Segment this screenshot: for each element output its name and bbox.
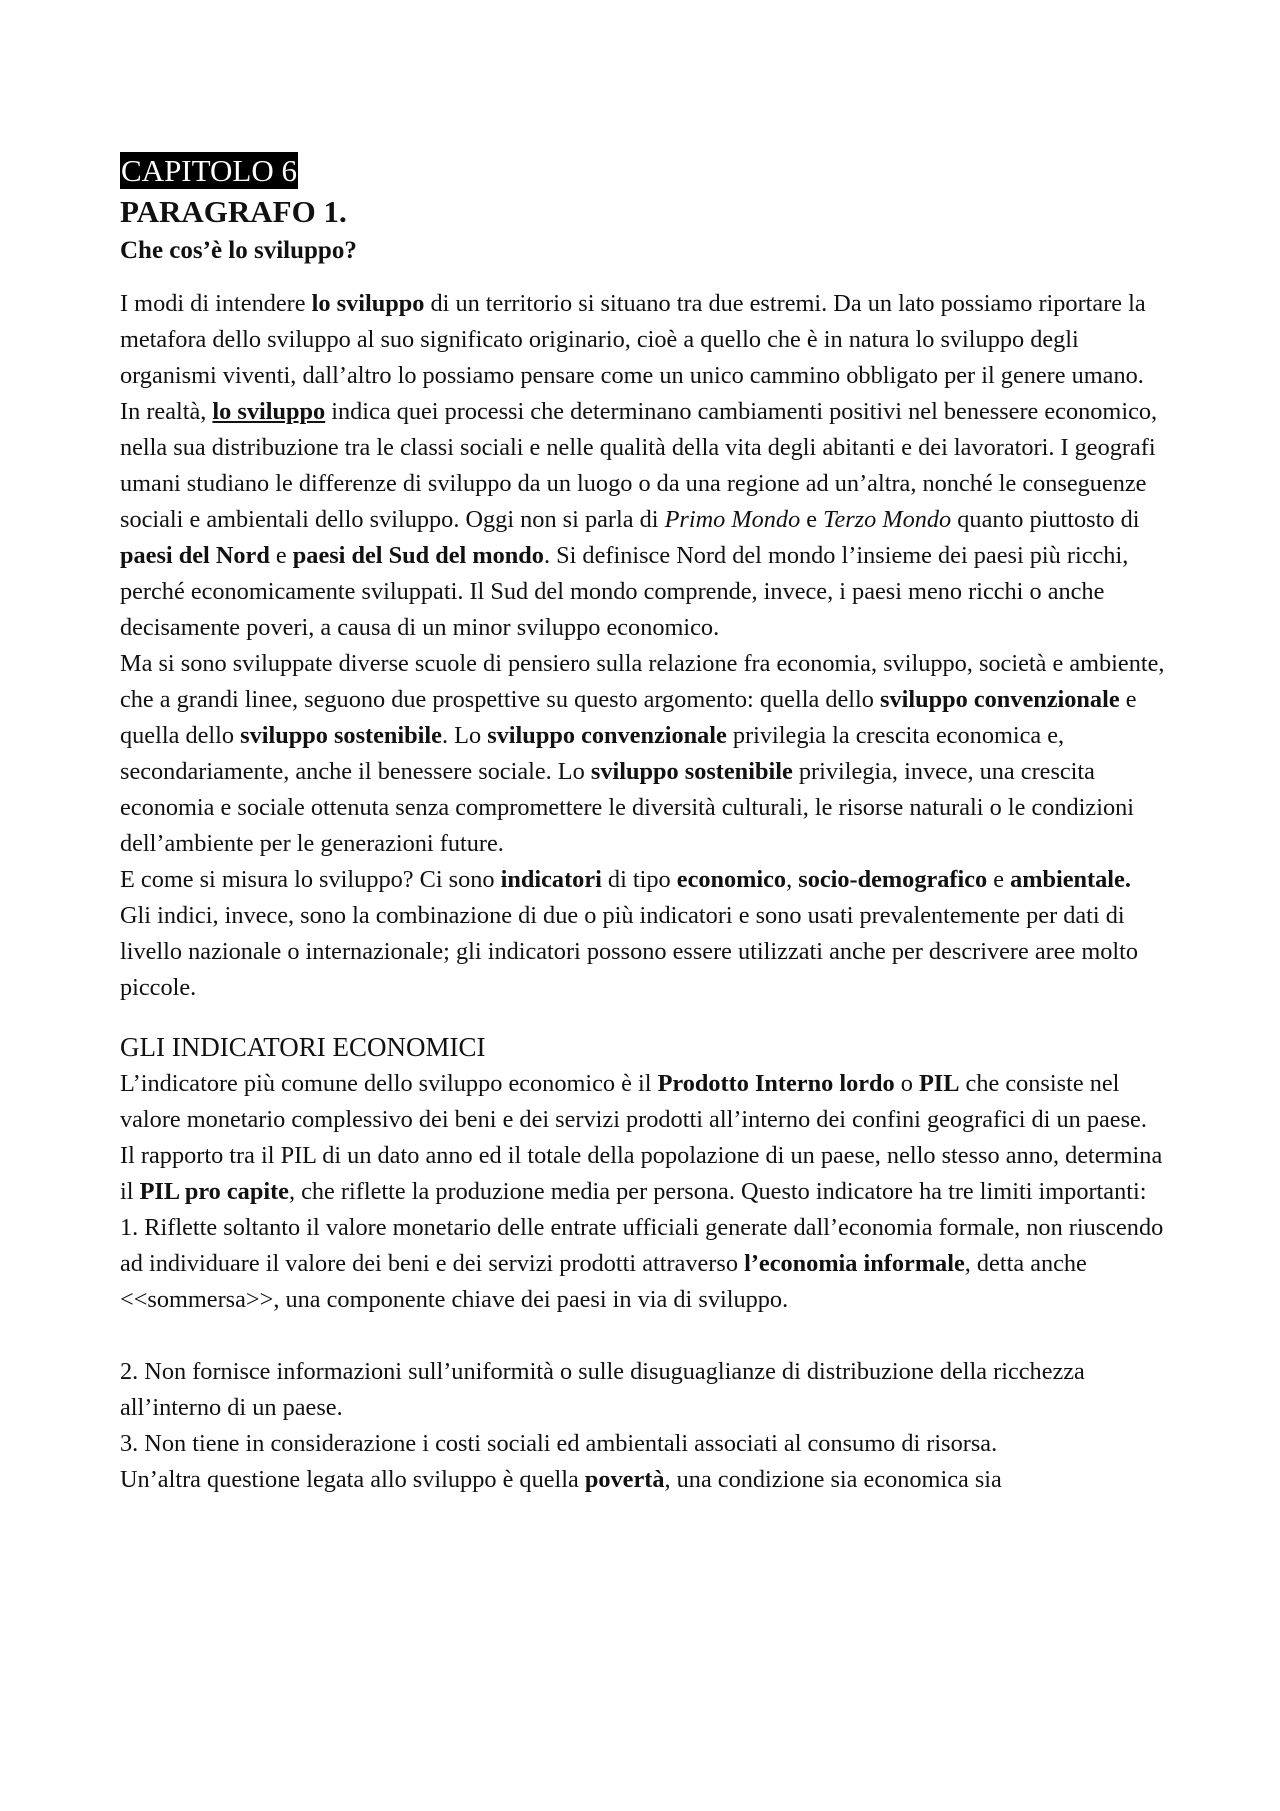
chapter-label: CAPITOLO 6 [121, 153, 297, 188]
intro-paragraph-1: I modi di intendere lo sviluppo di un territorio si situano tra due estremi. Da un lato possiamo riportare la metafora dello sviluppo al suo significato originario, cioè a quello che è in natura lo sviluppo degli organismi viventi, dall’altro lo possiamo pensare come un unico cammino obbligato per il genere umano. In realtà, lo sviluppo indica quei processi che determinano cambiamenti positivi nel benessere economico, nella sua distribuzione tra le classi sociali e nelle qualità della vita degli abitanti e dei lavoratori. I geografi umani studiano le differenze di sviluppo da un luogo o da una regione ad un’altra, nonché le conseguenze sociali e ambientali dello sviluppo. Oggi non si parla di Primo Mondo e Terzo Mondo quanto piuttosto di paesi del Nord e paesi del Sud del mondo. Si definisce Nord del mondo l’insieme dei paesi più ricchi, perché economicamente sviluppati. Il Sud del mondo comprende, invece, i paesi meno ricchi o anche decisamente poveri, a causa di un minor sviluppo economico. [120, 290, 1158, 641]
intro-paragraph-2: Ma si sono sviluppate diverse scuole di pensiero sulla relazione fra economia, sviluppo, società e ambiente, che a grandi linee, seguono due prospettive su questo argomento: quella dello sviluppo convenzionale e quella dello sviluppo sostenibile. Lo sviluppo convenzionale privilegia la crescita economica e, secondariamente, anche il benessere sociale. Lo sviluppo sostenibile privilegia, invece, una crescita economia e sociale ottenuta senza compromettere le diversità culturali, le risorse naturali o le condizioni dell’ambiente per le generazioni future. [120, 650, 1165, 857]
blank-line [120, 1318, 1165, 1354]
limit-item-3: 3. Non tiene in considerazione i costi sociali ed ambientali associati al consumo di risorsa. [120, 1430, 998, 1457]
document-page [120, 152, 1165, 1498]
intro-paragraph-4: Gli indici, invece, sono la combinazione di due o più indicatori e sono usati prevalentemente per dati di livello nazionale o internazionale; gli indicatori possono essere utilizzati anche per descrivere aree molto piccole. [120, 902, 1139, 1001]
economic-indicators-heading: GLI INDICATORI ECONOMICI [120, 1032, 486, 1062]
limit-item-2: 2. Non fornisce informazioni sull’uniformità o sulle disuguaglianze di distribuzione della ricchezza all’interno di un paese. [120, 1358, 1085, 1421]
economic-paragraph-2: Un’altra questione legata allo sviluppo è quella povertà, una condizione sia economica sia [120, 1466, 1002, 1493]
section-question: Che cos’è lo sviluppo? [120, 237, 357, 264]
economic-paragraph-1: L’indicatore più comune dello sviluppo economico è il Prodotto Interno lordo o PIL che consiste nel valore monetario complessivo dei beni e dei servizi prodotti all’interno dei confini geografici di un paese. Il rapporto tra il PIL di un dato anno ed il totale della popolazione di un paese, nello stesso anno, determina il PIL pro capite, che riflette la produzione media per persona. Questo indicatore ha tre limiti importanti: [120, 1070, 1163, 1205]
chapter-heading [120, 152, 1165, 192]
intro-paragraph-3: E come si misura lo sviluppo? Ci sono indicatori di tipo economico, socio-demografico e ambientale. [120, 866, 1131, 893]
limit-item-1: 1. Riflette soltanto il valore monetario delle entrate ufficiali generate dall’economia formale, non riuscendo ad individuare il valore dei beni e dei servizi prodotti attraverso l’economia informale, detta anche <<sommersa>>, una componente chiave dei paesi in via di sviluppo. [120, 1214, 1164, 1313]
paragraph-title: PARAGRAFO 1. [120, 194, 347, 229]
